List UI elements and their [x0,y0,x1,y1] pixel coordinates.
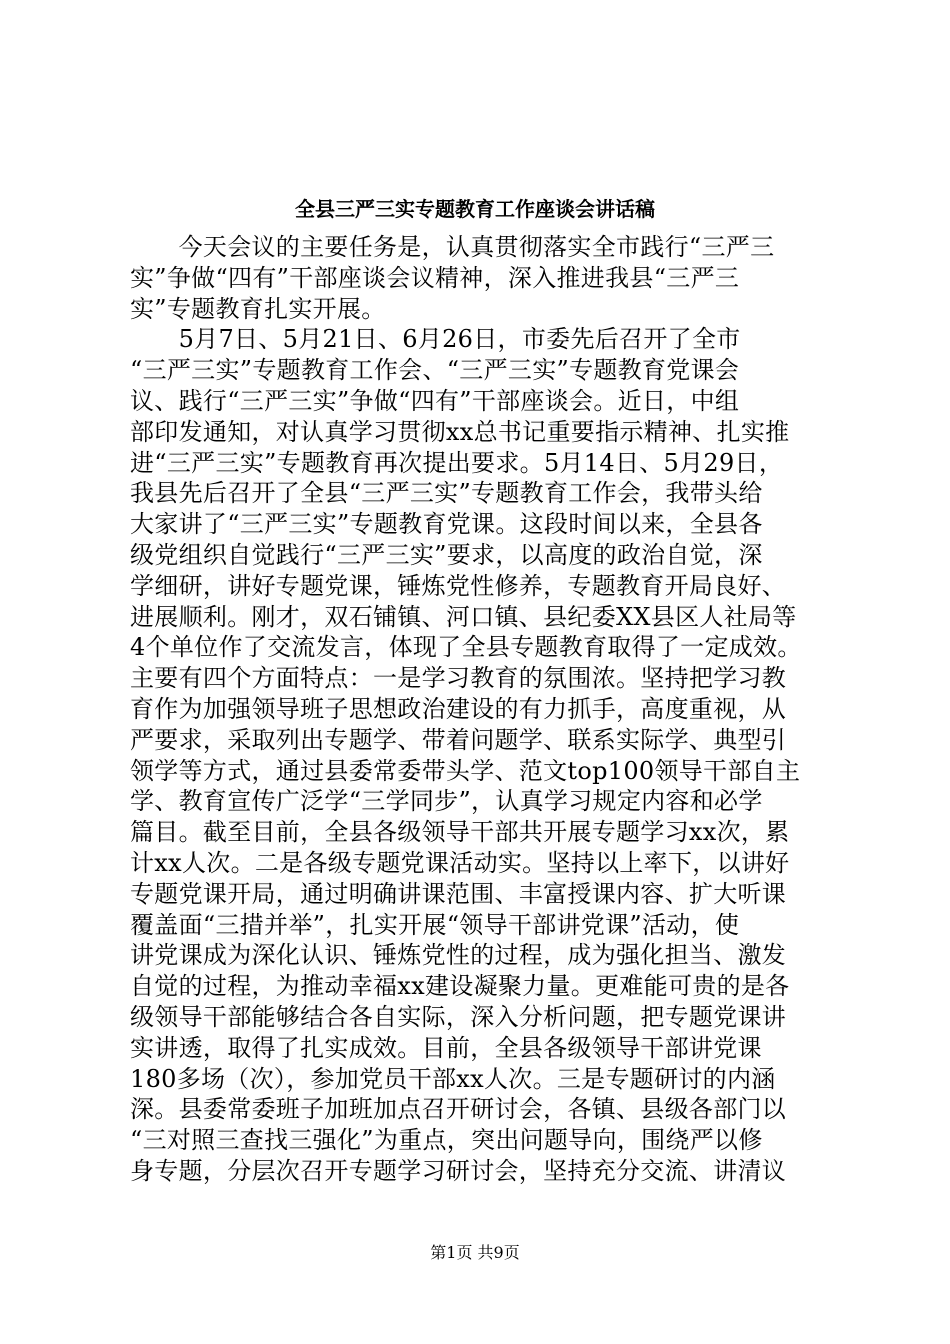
body-line: 180多场（次），参加党员干部xx人次。三是专题研讨的内涵 [130,1064,776,1093]
body-line: 严要求，采取列出专题学、带着问题学、联系实际学、典型引 [130,725,787,754]
body-line: 议、践行“三严三实”争做“四有”干部座谈会。近日，中组 [130,386,740,415]
body-line: 5月7日、5月21日、6月26日，市委先后召开了全市 [130,325,741,354]
body-line: 主要有四个方面特点：一是学习教育的氛围浓。坚持把学习教 [130,664,787,693]
body-line: 覆盖面“三措并举”，扎实开展“领导干部讲党课”活动，使 [130,910,740,939]
body-line: 领学等方式，通过县委常委带头学、范文top100领导干部自主 [130,756,801,785]
body-line: 讲党课成为深化认识、锤炼党性的过程，成为强化担当、激发 [130,941,787,970]
body-line: 计xx人次。二是各级专题党课活动实。坚持以上率下，以讲好 [130,848,790,877]
body-line: 级领导干部能够结合各自实际，深入分析问题，把专题党课讲 [130,1002,787,1031]
body-line: 篇目。截至目前，全县各级领导干部共开展专题学习xx次，累 [130,818,790,847]
body-line: “三严三实”专题教育工作会、“三严三实”专题教育党课会 [130,356,740,385]
body-line: 身专题，分层次召开专题学习研讨会，坚持充分交流、讲清议 [130,1156,787,1185]
body-line: 实”争做“四有”干部座谈会议精神，深入推进我县“三严三 [130,263,740,292]
body-line: 学、教育宣传广泛学“三学同步”，认真学习规定内容和必学 [130,787,763,816]
body-line: 我县先后召开了全县“三严三实”专题教育工作会，我带头给 [130,479,763,508]
body-line: 深。县委常委班子加班加点召开研讨会，各镇、县级各部门以 [130,1095,787,1124]
body-line: 部印发通知，对认真学习贯彻xx总书记重要指示精神、扎实推 [130,417,790,446]
document-body [130,232,846,1187]
page-footer: 第1页 共9页 [430,1243,520,1262]
body-line: 进“三严三实”专题教育再次提出要求。5月14日、5月29日， [130,448,784,477]
body-line: 级党组织自觉践行“三严三实”要求，以高度的政治自觉，深 [130,540,763,569]
document-title: 全县三严三实专题教育工作座谈会讲话稿 [295,197,655,221]
body-line: 4个单位作了交流发言，体现了全县专题教育取得了一定成效。 [130,633,802,662]
body-line: 学细研，讲好专题党课，锤炼党性修养，专题教育开局良好、 [130,571,787,600]
body-line: 自觉的过程，为推动幸福xx建设凝聚力量。更难能可贵的是各 [130,972,790,1001]
body-line: 实”专题教育扎实开展。 [130,294,386,323]
body-line: 进展顺利。刚才，双石铺镇、河口镇、县纪委XX县区人社局等 [130,602,797,631]
body-line: 大家讲了“三严三实”专题教育党课。这段时间以来，全县各 [130,510,763,539]
body-line: 专题党课开局，通过明确讲课范围、丰富授课内容、扩大听课 [130,879,787,908]
body-line: “三对照三查找三强化”为重点，突出问题导向，围绕严以修 [130,1126,763,1155]
body-line: 实讲透，取得了扎实成效。目前，全县各级领导干部讲党课 [130,1033,762,1062]
body-line: 今天会议的主要任务是，认真贯彻落实全市践行“三严三 [130,233,775,261]
body-line: 育作为加强领导班子思想政治建设的有力抓手，高度重视，从 [130,694,787,723]
